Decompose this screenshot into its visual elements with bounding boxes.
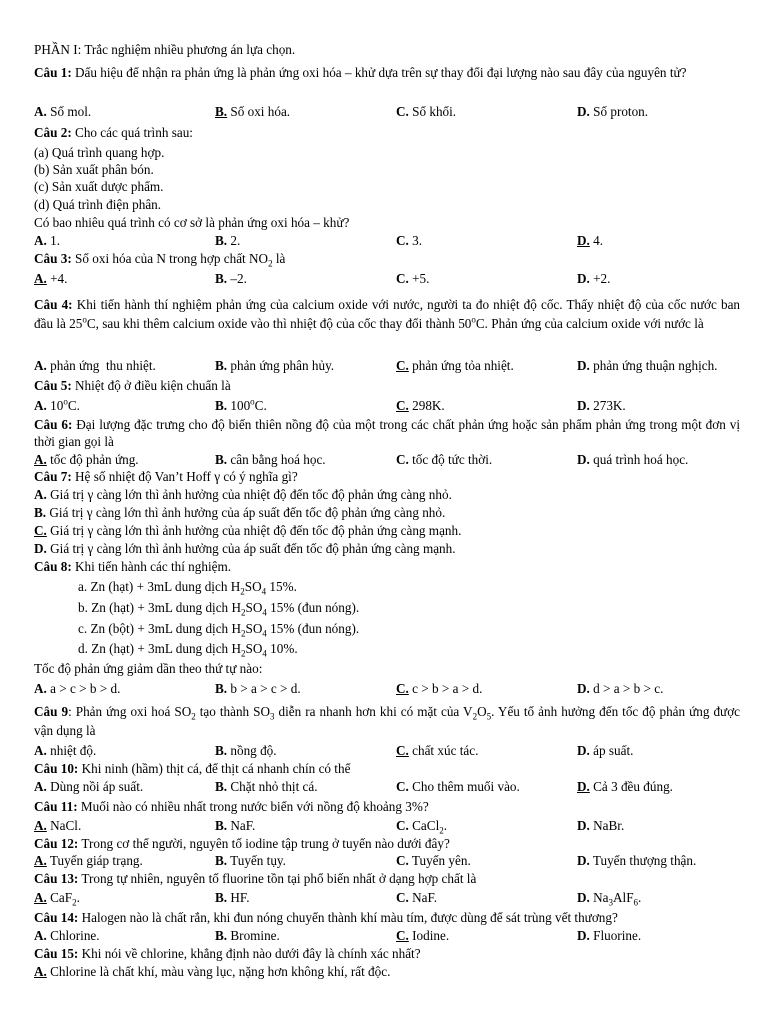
question-1-option-a[interactable]: A. Số mol. xyxy=(34,104,92,119)
question-6-option-c[interactable]: C. tốc độ tức thời. xyxy=(396,452,493,467)
question-14-option-b[interactable]: B. Bromine. xyxy=(215,928,280,943)
list-item: (a) Quá trình quang hợp. xyxy=(34,145,165,160)
question-4-stem: Câu 4: Khi tiến hành thí nghiệm phản ứng của calcium oxide với nước, người ta đo nhiệt độ cốc. Thấy nhiệt độ của cốc nước ban đầu là 25$^o$C, sau khi thêm calcium oxide vào thì nhiệt độ của cốc thay đổi thành 50$^o$C. Phản ứng của calcium oxide với nước là xyxy=(34,297,741,331)
question-1-option-d[interactable]: D. Số proton. xyxy=(577,104,649,119)
question-3-option-c[interactable]: C. +5. xyxy=(396,271,430,286)
question-7-option-d[interactable]: D. Giá trị γ càng lớn thì ảnh hưởng của áp suất đến tốc độ phản ứng càng mạnh. xyxy=(34,541,456,556)
question-7-option-a[interactable]: A. Giá trị γ càng lớn thì ảnh hưởng của nhiệt độ đến tốc độ phản ứng càng nhỏ. xyxy=(34,487,452,502)
question-10-stem: Câu 10: Khi ninh (hầm) thịt cá, để thịt cá nhanh chín có thể xyxy=(34,761,351,776)
question-label: Câu 1: xyxy=(34,65,72,80)
question-8-option-b[interactable]: B. b > a > c > d. xyxy=(215,681,301,696)
question-2-option-a[interactable]: A. 1. xyxy=(34,233,61,248)
list-item: a. Zn (hạt) + 3mL dung dịch $H_2SO_4$ 15%. xyxy=(78,579,297,597)
question-7-option-b[interactable]: B. Giá trị γ càng lớn thì ảnh hưởng của áp suất đến tốc độ phản ứng càng nhỏ. xyxy=(34,505,446,520)
list-item: d. Zn (hạt) + 3mL dung dịch $H_2SO_4$ 10%. xyxy=(78,641,298,659)
question-5-option-d[interactable]: D. 273K. xyxy=(577,398,626,413)
question-3-option-d[interactable]: D. +2. xyxy=(577,271,611,286)
question-1-option-c[interactable]: C. Số khối. xyxy=(396,104,457,119)
question-3-option-b[interactable]: B. –2. xyxy=(215,271,247,286)
question-15-stem: Câu 15: Khi nói về chlorine, khẳng định nào dưới đây là chính xác nhất? xyxy=(34,946,421,961)
part-title: PHẦN I: Trắc nghiệm nhiều phương án lựa chọn. xyxy=(34,42,296,57)
question-9-option-a[interactable]: A. nhiệt độ. xyxy=(34,743,97,758)
question-4-option-a[interactable]: A. phản ứng thu nhiệt. xyxy=(34,358,156,373)
question-12-option-d[interactable]: D. Tuyến thượng thận. xyxy=(577,853,697,868)
question-4-option-b[interactable]: B. phản ứng phân hủy. xyxy=(215,358,335,373)
question-8-option-c[interactable]: C. c > b > a > d. xyxy=(396,681,483,696)
question-11-option-c[interactable]: C. CaCl$_2$. xyxy=(396,818,448,836)
question-10-option-d[interactable]: D. Cả 3 đều đúng. xyxy=(577,779,673,794)
question-6-stem: Câu 6: Đại lượng đặc trưng cho độ biến thiên nồng độ của một trong các chất phản ứng hoặc sản phẩm phản ứng trong một đơn vị thời gian gọi là xyxy=(34,417,741,449)
question-14-option-d[interactable]: D. Fluorine. xyxy=(577,928,642,943)
question-14-stem: Câu 14: Halogen nào là chất rắn, khi đun nóng chuyển thành khí màu tím, được dùng để sát trùng vết thương? xyxy=(34,910,618,925)
question-5-stem: Câu 5: Nhiệt độ ở điều kiện chuẩn là xyxy=(34,378,231,393)
question-10-option-a[interactable]: A. Dùng nồi áp suất. xyxy=(34,779,144,794)
question-11-option-b[interactable]: B. NaF. xyxy=(215,818,256,833)
question-5-option-b[interactable]: B. 100$^o$C. xyxy=(215,396,267,413)
question-6-option-d[interactable]: D. quá trình hoá học. xyxy=(577,452,689,467)
question-11-option-a[interactable]: A. NaCl. xyxy=(34,818,82,833)
question-9-stem: Câu 9: Phản ứng oxi hoá $SO_2$ tạo thành $SO_3$ diễn ra nhanh hơn khi có mặt của $V_2O_5$. Yếu tố ảnh hưởng đến tốc độ phản ứng được vận dụng là xyxy=(34,704,741,738)
question-7-option-c[interactable]: C. Giá trị γ càng lớn thì ảnh hưởng của nhiệt độ đến tốc độ phản ứng càng mạnh. xyxy=(34,523,462,538)
question-8-prompt: Tốc độ phản ứng giảm dần theo thứ tự nào: xyxy=(34,661,263,676)
question-11-option-d[interactable]: D. NaBr. xyxy=(577,818,625,833)
question-13-option-a[interactable]: A. CaF$_2$. xyxy=(34,890,80,908)
question-9-option-b[interactable]: B. nồng độ. xyxy=(215,743,277,758)
question-12-option-c[interactable]: C. Tuyến yên. xyxy=(396,853,471,868)
list-item: b. Zn (hạt) + 3mL dung dịch $H_2SO_4$ 15% (đun nóng). xyxy=(78,600,360,618)
question-12-option-a[interactable]: A. Tuyến giáp trạng. xyxy=(34,853,143,868)
question-13-option-d[interactable]: D. $Na_3AlF_6$. xyxy=(577,890,642,908)
list-item: (c) Sản xuất dược phẩm. xyxy=(34,179,164,194)
question-2-option-d[interactable]: D. 4. xyxy=(577,233,604,248)
question-3-option-a[interactable]: A. +4. xyxy=(34,271,68,286)
list-item: c. Zn (bột) + 3mL dung dịch $H_2SO_4$ 15% (đun nóng). xyxy=(78,621,360,639)
question-15-option-a[interactable]: A. Chlorine là chất khí, màu vàng lục, nặng hơn không khí, rất độc. xyxy=(34,964,391,979)
question-5-option-c[interactable]: C. 298K. xyxy=(396,398,445,413)
question-text: Dấu hiệu để nhận ra phản ứng là phản ứng oxi hóa – khử dựa trên sự thay đổi đại lượng nào sau đây của nguyên tử? xyxy=(75,65,687,80)
question-8-stem: Câu 8: Khi tiến hành các thí nghiệm. xyxy=(34,559,232,574)
list-item: (b) Sản xuất phân bón. xyxy=(34,162,154,177)
question-11-stem: Câu 11: Muối nào có nhiều nhất trong nước biển với nồng độ khoảng 3%? xyxy=(34,799,429,814)
question-9-option-d[interactable]: D. áp suất. xyxy=(577,743,634,758)
question-6-option-b[interactable]: B. cân bằng hoá học. xyxy=(215,452,326,467)
question-8-option-d[interactable]: D. d > a > b > c. xyxy=(577,681,664,696)
question-9-option-c[interactable]: C. chất xúc tác. xyxy=(396,743,479,758)
question-2-prompt: Có bao nhiêu quá trình có cơ sở là phản ứng oxi hóa – khử? xyxy=(34,215,350,230)
question-3-stem: Câu 3: Số oxi hóa của N trong hợp chất $NO_2$ là xyxy=(34,251,286,269)
question-13-option-b[interactable]: B. HF. xyxy=(215,890,250,905)
question-12-option-b[interactable]: B. Tuyến tụy. xyxy=(215,853,286,868)
question-10-option-b[interactable]: B. Chặt nhỏ thịt cá. xyxy=(215,779,318,794)
question-2-option-b[interactable]: B. 2. xyxy=(215,233,241,248)
question-14-option-c[interactable]: C. Iodine. xyxy=(396,928,450,943)
question-12-stem: Câu 12: Trong cơ thể người, nguyên tố iodine tập trung ở tuyến nào dưới đây? xyxy=(34,836,450,851)
question-10-option-c[interactable]: C. Cho thêm muối vào. xyxy=(396,779,520,794)
question-1-stem xyxy=(34,63,740,82)
question-8-option-a[interactable]: A. a > c > b > d. xyxy=(34,681,121,696)
question-13-option-c[interactable]: C. NaF. xyxy=(396,890,438,905)
question-14-option-a[interactable]: A. Chlorine. xyxy=(34,928,100,943)
question-2-option-c[interactable]: C. 3. xyxy=(396,233,423,248)
question-2-stem: Câu 2: Cho các quá trình sau: xyxy=(34,125,193,140)
list-item: (d) Quá trình điện phân. xyxy=(34,197,162,212)
question-7-stem: Câu 7: Hệ số nhiệt độ Van’t Hoff γ có ý nghĩa gì? xyxy=(34,469,298,484)
question-13-stem: Câu 13: Trong tự nhiên, nguyên tố fluorine tồn tại phổ biến nhất ở dạng hợp chất là xyxy=(34,871,477,886)
question-5-option-a[interactable]: A. 10$^o$C. xyxy=(34,396,80,413)
question-1-option-b[interactable]: B. Số oxi hóa. xyxy=(215,104,291,119)
question-4-option-d[interactable]: D. phản ứng thuận nghịch. xyxy=(577,358,718,373)
question-4-option-c[interactable]: C. phản ứng tỏa nhiệt. xyxy=(396,358,514,373)
question-6-option-a[interactable]: A. tốc độ phản ứng. xyxy=(34,452,139,467)
